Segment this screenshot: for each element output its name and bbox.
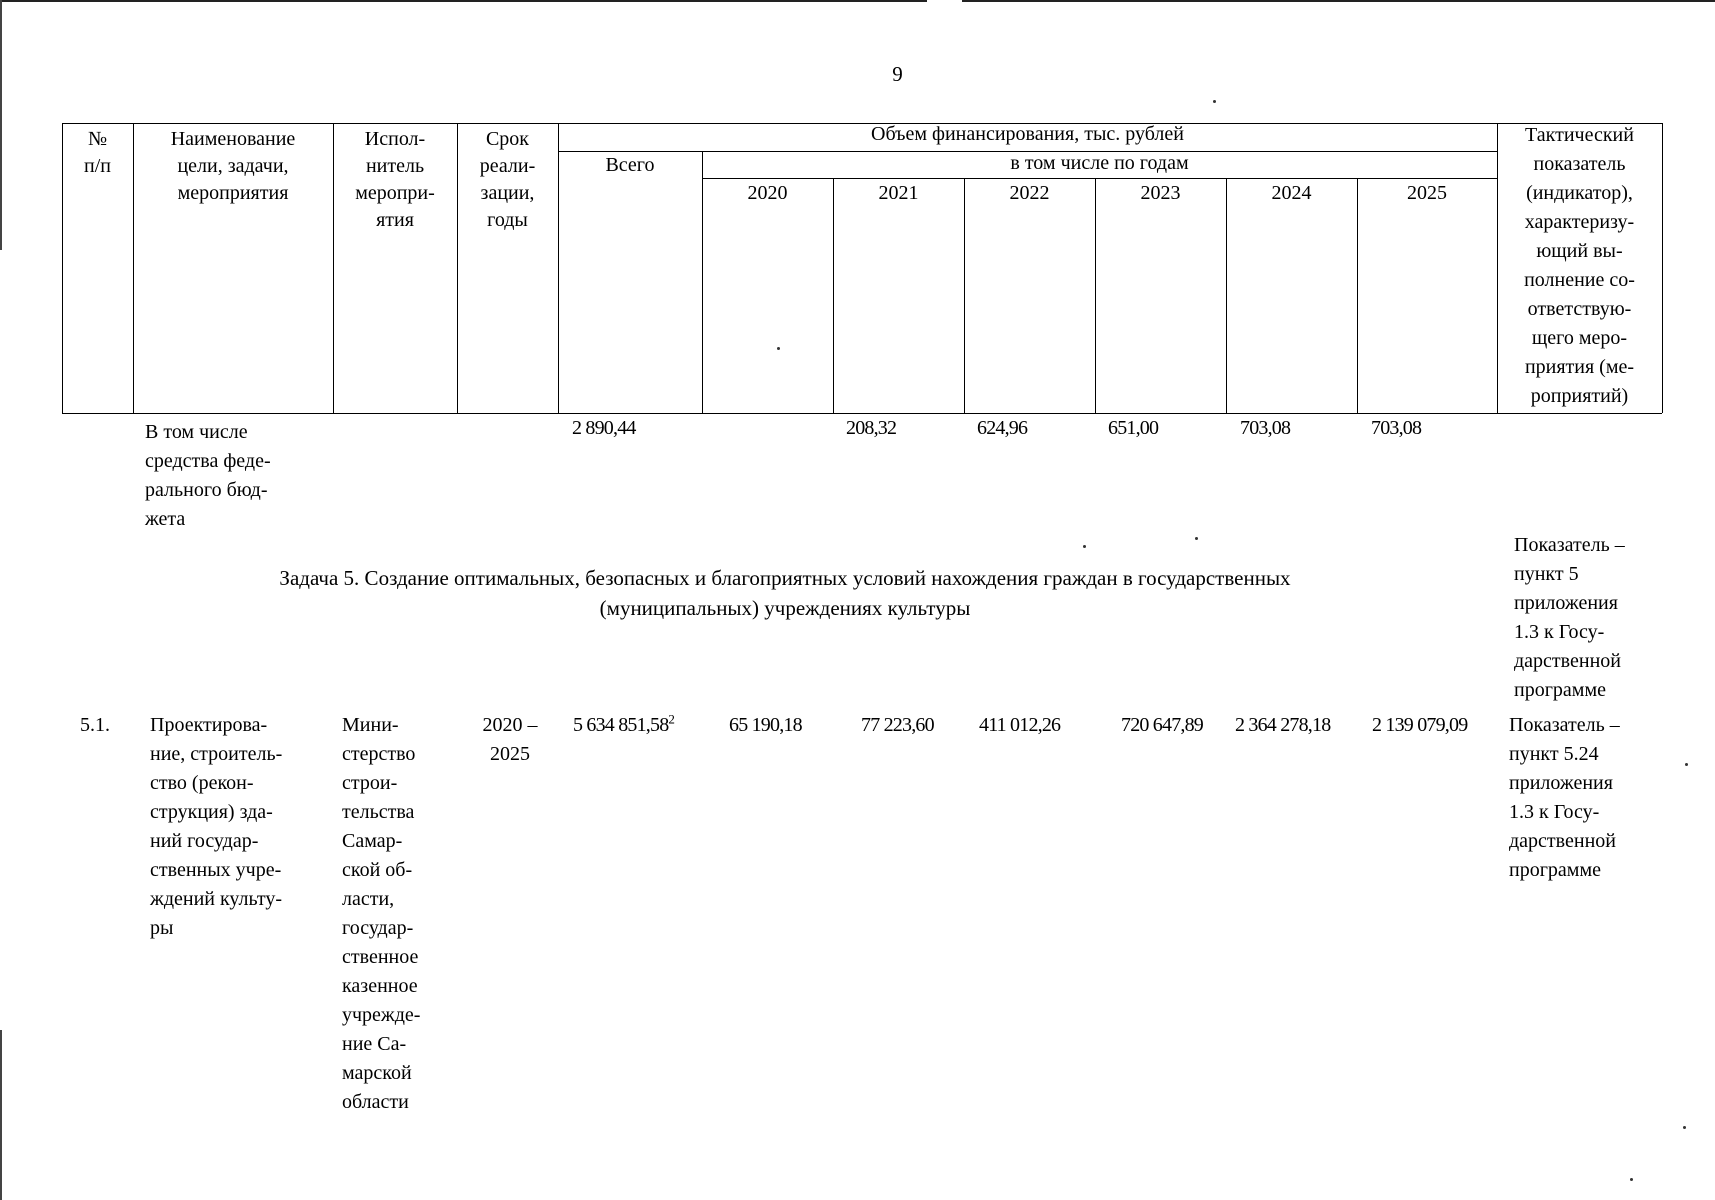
page-number: 9 [892, 62, 903, 86]
row-2023: 720 647,89 [1121, 714, 1204, 736]
header-year-2024: 2024 [1271, 182, 1312, 204]
header-term: Срок реали- зации, годы [479, 128, 536, 231]
row-2024: 2 364 278,18 [1235, 714, 1331, 736]
years-divider [702, 178, 1497, 179]
header-name: Наименование цели, задачи, мероприятия [170, 128, 296, 204]
row-term: 2020 – 2025 [482, 714, 538, 765]
federal-2022: 624,96 [977, 417, 1028, 439]
col-border [964, 178, 965, 413]
col-border [1662, 123, 1663, 413]
scan-dot [777, 347, 780, 350]
federal-2023: 651,00 [1108, 417, 1159, 439]
footnote-mark: 2 [668, 711, 675, 727]
header-year-2021: 2021 [878, 182, 919, 204]
scan-edge [0, 0, 927, 2]
federal-2021: 208,32 [846, 417, 897, 439]
col-border [1226, 178, 1227, 413]
header-executor: Испол- нитель меропри- ятия [355, 128, 435, 231]
col-border [1095, 178, 1096, 413]
scan-edge [0, 0, 2, 250]
col-border [1357, 178, 1358, 413]
header-num: № п/п [84, 128, 111, 177]
scan-dot [1630, 1178, 1633, 1181]
header-year-2025: 2025 [1407, 182, 1447, 204]
header-total: Всего [605, 154, 655, 176]
federal-total: 2 890,44 [572, 417, 636, 439]
row-indicator: Показатель – пункт 5.24 приложения 1.3 к Госу- дарственной программе [1509, 714, 1620, 881]
row-2025: 2 139 079,09 [1372, 714, 1468, 736]
row-number: 5.1. [80, 714, 110, 736]
header-funding: Объем финансирования, тыс. рублей [871, 123, 1184, 145]
task-5-title: Задача 5. Создание оптимальных, безопасных и благоприятных условий нахождения граждан в государственных (муниципальных) учреждениях культуры [279, 566, 1291, 620]
scan-dot [1083, 545, 1086, 548]
row-total-value: 5 634 851,58 [573, 714, 669, 736]
header-year-2022: 2022 [1009, 182, 1050, 204]
header-indicator: Тактический показатель (индикатор), характеризу- ющий вы- полнение со- ответствую- щего меро- приятия (ме- роприятий) [1524, 124, 1635, 407]
scan-dot [1195, 537, 1198, 540]
header-year-2023: 2023 [1140, 182, 1181, 204]
scan-dot [1683, 1126, 1686, 1129]
federal-2024: 703,08 [1240, 417, 1291, 439]
row-executor: Мини- стерство строи- тельства Самар- ской об- ласти, государ- ственное казенное учрежде- ние Са- марской области [342, 714, 421, 1113]
scan-edge [0, 1030, 2, 1200]
federal-2025: 703,08 [1371, 417, 1422, 439]
row-2021: 77 223,60 [861, 714, 934, 736]
header-by-years: в том числе по годам [1010, 152, 1189, 174]
scan-dot [1213, 100, 1216, 103]
federal-label: В том числе средства феде- рального бюд- жета [145, 421, 271, 530]
row-total [573, 711, 674, 740]
task-5-indicator: Показатель – пункт 5 приложения 1.3 к Госу- дарственной программе [1514, 534, 1625, 701]
row-name: Проектирова- ние, строитель- ство (рекон- струкция) зда- ний государ- ственных учре- ждений культу- ры [150, 714, 283, 939]
row-2022: 411 012,26 [979, 714, 1061, 736]
row-2020: 65 190,18 [729, 714, 802, 736]
scan-edge [962, 0, 1715, 2]
col-border [833, 178, 834, 413]
header-year-2020: 2020 [747, 182, 788, 204]
